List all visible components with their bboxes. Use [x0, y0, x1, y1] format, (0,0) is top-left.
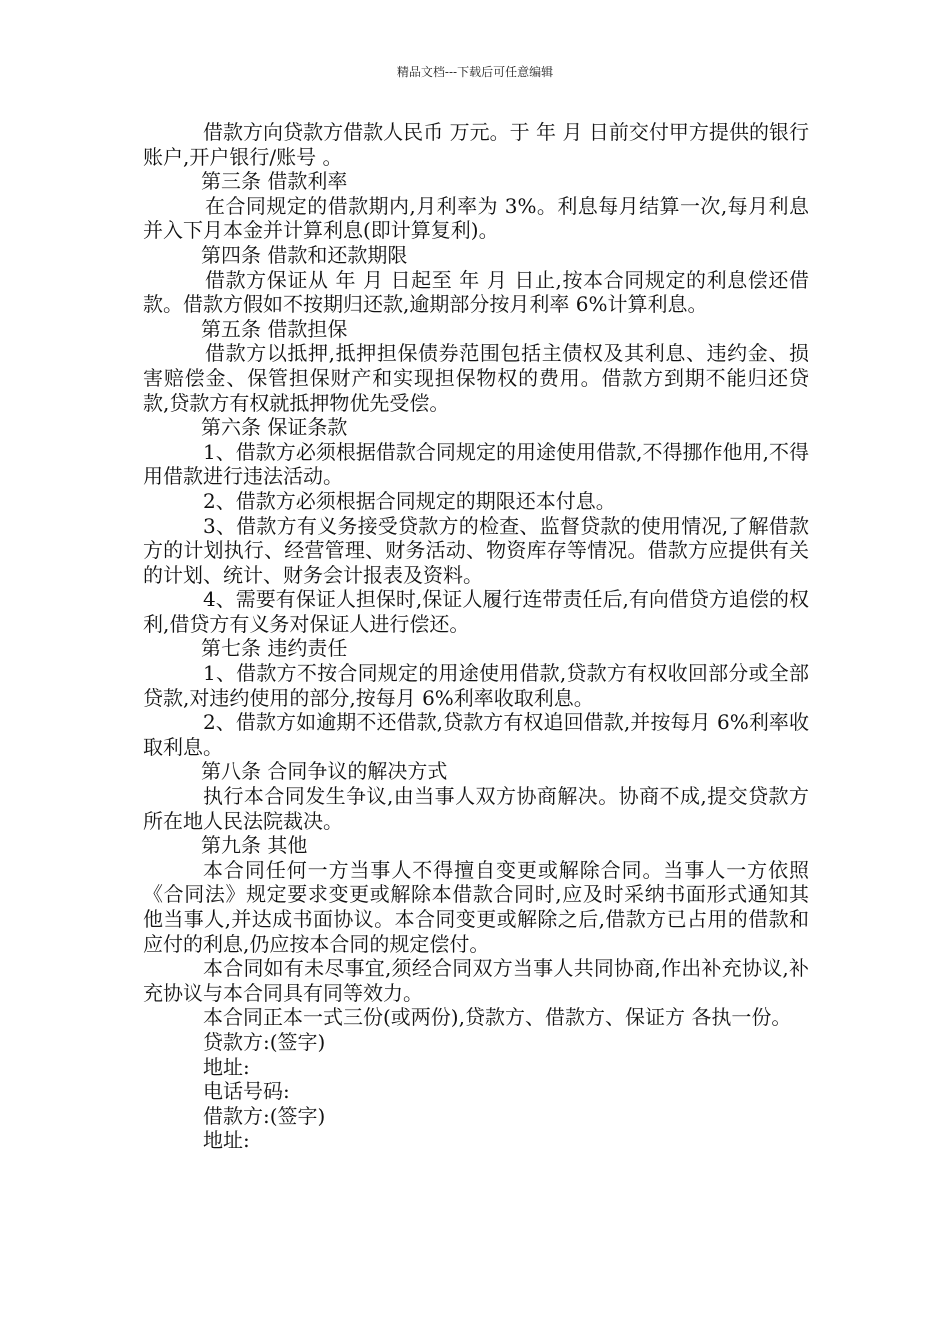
- paragraph: 地址:: [203, 1128, 250, 1153]
- section-heading: 第六条 保证条款: [201, 415, 348, 440]
- paragraph: 本合同任何一方当事人不得擅自变更或解除合同。当事人一方依照《合同法》规定要求变更或解除本借款合同时,应及时采纳书面形式通知其他当事人,并达成书面协议。本合同变更或解除之后,借款方已占用的借款和应付的利息,仍应按本合同的规定偿付。: [143, 857, 809, 956]
- paragraph: 2、借款方必须根据合同规定的期限还本付息。: [203, 488, 616, 513]
- paragraph: 在合同规定的借款期内,月利率为 3%。利息每月结算一次,每月利息并入下月本金并计算利息(即计算复利)。: [143, 193, 809, 243]
- paragraph: 3、借款方有义务接受贷款方的检查、监督贷款的使用情况,了解借款方的计划执行、经营管理、财务活动、物资库存等情况。借款方应提供有关的计划、统计、财务会计报表及资料。: [143, 513, 809, 587]
- section-heading: 第七条 违约责任: [201, 636, 348, 661]
- section-heading: 第四条 借款和还款期限: [201, 242, 408, 267]
- paragraph: 1、借款方不按合同规定的用途使用借款,贷款方有权收回部分或全部贷款,对违约使用的部分,按每月 6%利率收取利息。: [143, 661, 809, 710]
- section-heading: 第三条 借款利率: [201, 169, 348, 194]
- section-heading: 第八条 合同争议的解决方式: [201, 759, 448, 784]
- paragraph: 2、借款方如逾期不还借款,贷款方有权追回借款,并按每月 6%利率收取利息。: [143, 710, 809, 759]
- page-header: 精品文档---下载后可任意编辑: [396, 65, 554, 79]
- paragraph: 借款方:(签字): [203, 1103, 326, 1128]
- paragraph: 执行本合同发生争议,由当事人双方协商解决。协商不成,提交贷款方所在地人民法院裁决。: [143, 784, 809, 833]
- paragraph: 借款方保证从 年 月 日起至 年 月 日止,按本合同规定的利息偿还借款。借款方假如不按期归还款,逾期部分按月利率 6%计算利息。: [143, 267, 809, 317]
- paragraph: 1、借款方必须根据借款合同规定的用途使用借款,不得挪作他用,不得用借款进行违法活动。: [143, 439, 809, 489]
- paragraph: 电话号码:: [203, 1079, 290, 1104]
- paragraph: 贷款方:(签字): [203, 1029, 326, 1054]
- paragraph: 本合同正本一式三份(或两份),贷款方、借款方、保证方 各执一份。: [203, 1005, 792, 1030]
- section-heading: 第九条 其他: [201, 833, 308, 858]
- paragraph: 本合同如有未尽事宜,须经合同双方当事人共同协商,作出补充协议,补充协议与本合同具有同等效力。: [143, 956, 809, 1005]
- document-body: [143, 120, 809, 1153]
- paragraph: 借款方以抵押,抵押担保债券范围包括主债权及其利息、违约金、损害赔偿金、保管担保财产和实现担保物权的费用。借款方到期不能归还贷款,贷款方有权就抵押物优先受偿。: [143, 341, 809, 415]
- paragraph: 地址:: [203, 1054, 250, 1079]
- section-heading: 第五条 借款担保: [201, 316, 348, 341]
- paragraph: 4、需要有保证人担保时,保证人履行连带责任后,有向借贷方追偿的权利,借贷方有义务对保证人进行偿还。: [143, 587, 809, 636]
- paragraph: 借款方向贷款方借款人民币 万元。于 年 月 日前交付甲方提供的银行账户,开户银行/账号 。: [143, 120, 809, 169]
